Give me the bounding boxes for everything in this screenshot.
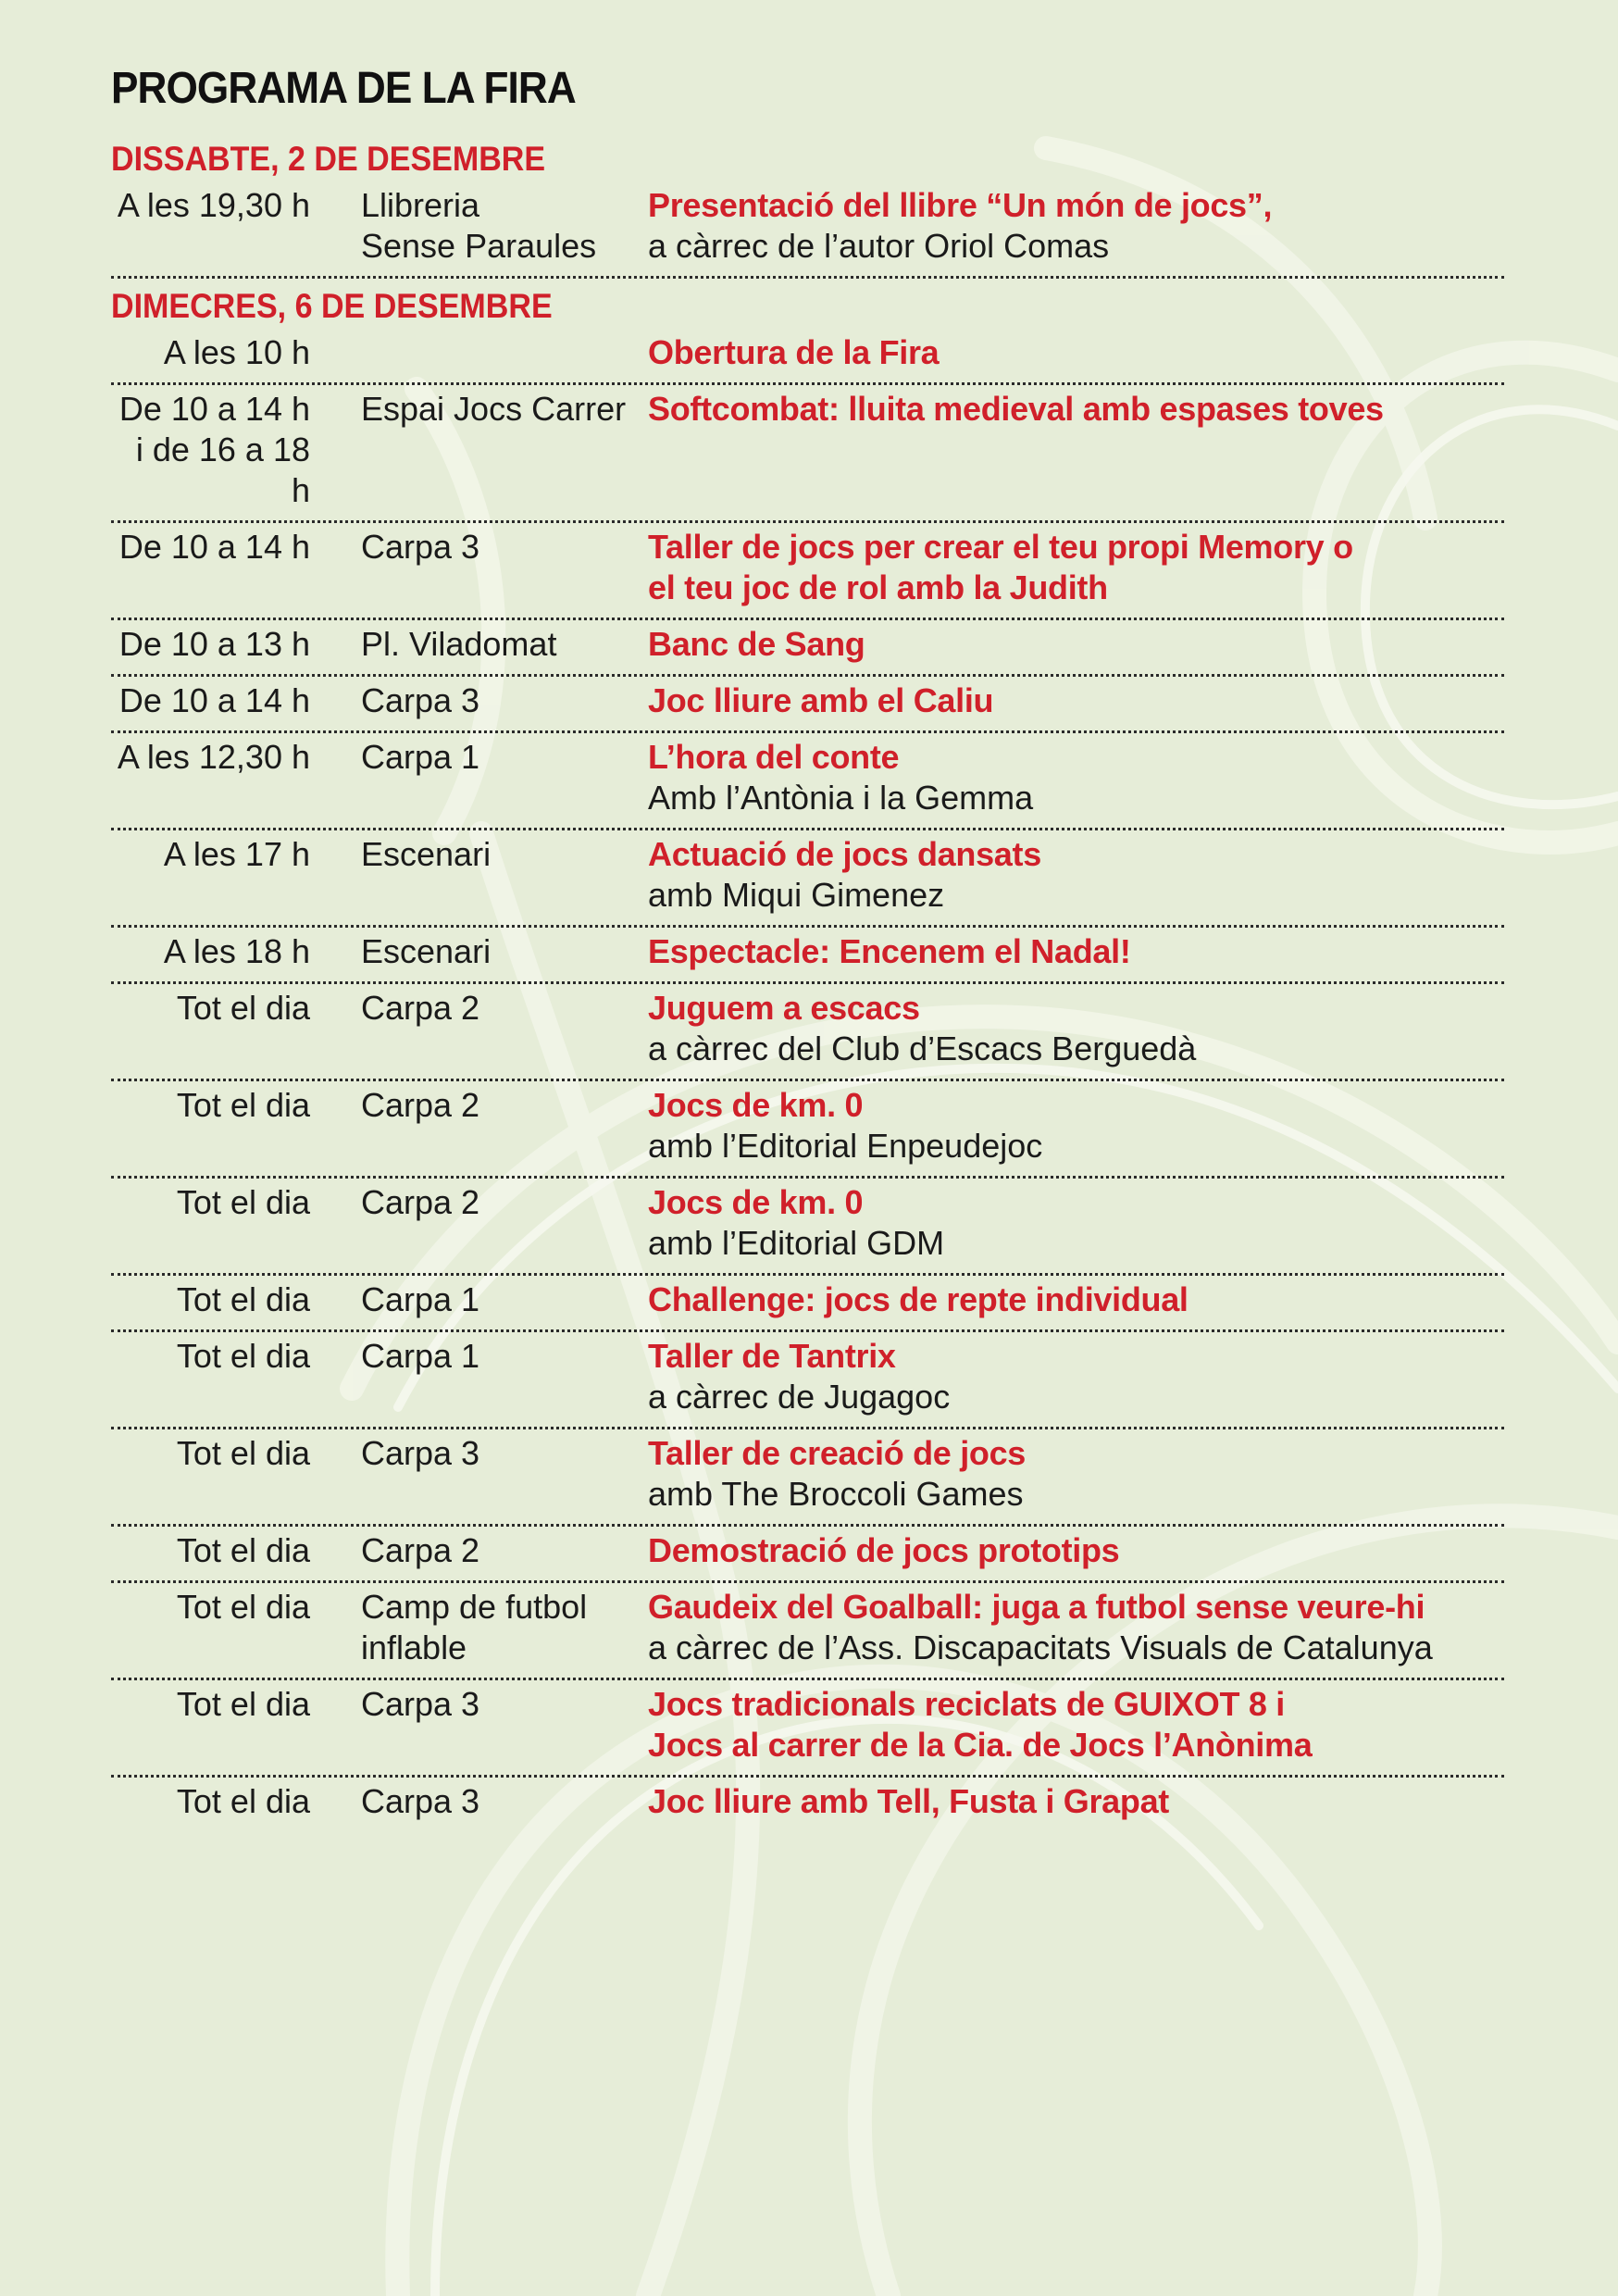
event-place: Llibreria Sense Paraules (361, 186, 597, 265)
event-time: De 10 a 13 h (118, 625, 310, 663)
event-subtitle: a càrrec del Club d’Escacs Berguedà (648, 1029, 1197, 1067)
event-title: Actuació de jocs dansats (648, 835, 1041, 873)
event-subtitle: amb The Broccoli Games (648, 1475, 1024, 1513)
event-time: A les 18 h (163, 932, 310, 970)
event-row (111, 1778, 1504, 1831)
event-time: Tot el dia (176, 1782, 310, 1820)
event-activity (648, 1781, 1504, 1822)
event-subtitle: a càrrec de l’autor Oriol Comas (648, 227, 1110, 265)
event-place: Pl. Viladomat (361, 625, 557, 663)
event-place: Carpa 2 (361, 1531, 480, 1569)
event-place: Escenari (361, 835, 492, 873)
event-place: Carpa 3 (361, 528, 480, 566)
event-title: Jocs de km. 0 (648, 1183, 864, 1221)
event-place: Carpa 2 (361, 1086, 480, 1124)
event-title: Juguem a escacs (648, 989, 920, 1027)
event-title: Jocs tradicionals reciclats de GUIXOT 8 i Jocs al carrer de la Cia. de Jocs l’Anònima (648, 1685, 1313, 1764)
event-subtitle: amb l’Editorial GDM (648, 1224, 945, 1262)
event-row (111, 1332, 1504, 1429)
event-title: Presentació del llibre “Un món de jocs”, (648, 186, 1273, 224)
event-time: Tot el dia (176, 1588, 310, 1626)
event-row (111, 677, 1504, 733)
event-row (111, 1081, 1504, 1179)
event-time: A les 17 h (163, 835, 310, 873)
event-title: Joc lliure amb el Caliu (648, 681, 994, 719)
event-title: Gaudeix del Goalball: juga a futbol sense veure-hi (648, 1588, 1425, 1626)
event-place: Espai Jocs Carrer (361, 390, 627, 428)
event-place: Carpa 1 (361, 1337, 480, 1375)
page-title: PROGRAMA DE LA FIRA (111, 64, 576, 113)
event-time: Tot el dia (176, 1280, 310, 1318)
event-place: Carpa 2 (361, 989, 480, 1027)
event-activity (648, 1433, 1504, 1515)
event-subtitle: a càrrec de l’Ass. Discapacitats Visuals de Catalunya (648, 1628, 1433, 1666)
event-row (111, 830, 1504, 928)
event-activity (648, 988, 1504, 1069)
event-time: Tot el dia (176, 1086, 310, 1124)
event-row (111, 1680, 1504, 1778)
event-row (111, 1179, 1504, 1276)
event-title: Taller de jocs per crear el teu propi Memory o el teu joc de rol amb la Judith (648, 528, 1353, 606)
event-place: Carpa 3 (361, 1782, 480, 1820)
event-activity (648, 1182, 1504, 1264)
event-time: A les 12,30 h (117, 738, 310, 776)
event-activity (648, 1085, 1504, 1167)
event-title: Challenge: jocs de repte individual (648, 1280, 1189, 1318)
event-time: De 10 a 14 h i de 16 a 18 h (118, 390, 310, 509)
event-time: De 10 a 14 h (118, 681, 310, 719)
event-activity (648, 1279, 1504, 1320)
event-row (111, 1527, 1504, 1583)
event-subtitle: amb l’Editorial Enpeudejoc (648, 1127, 1043, 1165)
event-row (111, 523, 1504, 620)
event-title: Taller de Tantrix (648, 1337, 896, 1375)
day-section-2 (111, 284, 1504, 1831)
event-row (111, 620, 1504, 677)
event-time: Tot el dia (176, 1183, 310, 1221)
event-activity (648, 680, 1504, 721)
event-title: Joc lliure amb Tell, Fusta i Grapat (648, 1782, 1169, 1820)
event-row (111, 385, 1504, 523)
event-title: Taller de creació de jocs (648, 1434, 1027, 1472)
event-time: Tot el dia (176, 1531, 310, 1569)
event-title: Obertura de la Fira (648, 333, 940, 371)
event-time: Tot el dia (176, 989, 310, 1027)
event-place: Carpa 1 (361, 1280, 480, 1318)
event-time: De 10 a 14 h (118, 528, 310, 566)
event-title: Softcombat: lluita medieval amb espases toves (648, 390, 1384, 428)
event-row (111, 1429, 1504, 1527)
event-time: Tot el dia (176, 1337, 310, 1375)
event-place: Carpa 2 (361, 1183, 480, 1221)
program-page (111, 56, 1504, 1831)
event-activity (648, 624, 1504, 665)
day-heading: DIMECRES, 6 DE DESEMBRE (111, 287, 553, 325)
event-title: Espectacle: Encenem el Nadal! (648, 932, 1131, 970)
event-title: L’hora del conte (648, 738, 900, 776)
event-activity (648, 931, 1504, 972)
event-list (111, 329, 1504, 1831)
event-row (111, 1276, 1504, 1332)
event-activity (648, 834, 1504, 916)
event-subtitle: Amb l’Antònia i la Gemma (648, 779, 1034, 817)
event-place: Camp de futbol inflable (361, 1588, 588, 1666)
event-activity (648, 1336, 1504, 1417)
event-activity (648, 527, 1504, 608)
event-time: Tot el dia (176, 1685, 310, 1723)
event-row (111, 984, 1504, 1081)
event-activity (648, 1587, 1504, 1668)
event-subtitle: a càrrec de Jugagoc (648, 1378, 951, 1416)
event-row (111, 1583, 1504, 1680)
event-title: Demostració de jocs prototips (648, 1531, 1120, 1569)
event-time: A les 19,30 h (117, 186, 310, 224)
event-place: Carpa 3 (361, 681, 480, 719)
event-title: Jocs de km. 0 (648, 1086, 864, 1124)
event-place: Carpa 1 (361, 738, 480, 776)
event-activity (648, 332, 1504, 373)
event-row (111, 733, 1504, 830)
event-row (111, 928, 1504, 984)
event-activity (648, 185, 1504, 267)
event-place: Escenari (361, 932, 492, 970)
event-subtitle: amb Miqui Gimenez (648, 876, 945, 914)
event-place: Carpa 3 (361, 1434, 480, 1472)
event-row (111, 329, 1504, 385)
event-time: Tot el dia (176, 1434, 310, 1472)
event-title: Banc de Sang (648, 625, 865, 663)
event-row (111, 181, 1504, 279)
event-activity (648, 1684, 1504, 1766)
event-activity (648, 389, 1504, 430)
event-place: Carpa 3 (361, 1685, 480, 1723)
event-activity (648, 1530, 1504, 1571)
event-time: A les 10 h (163, 333, 310, 371)
event-activity (648, 737, 1504, 818)
day-section-1 (111, 137, 1504, 279)
day-heading: DISSABTE, 2 DE DESEMBRE (111, 140, 546, 178)
